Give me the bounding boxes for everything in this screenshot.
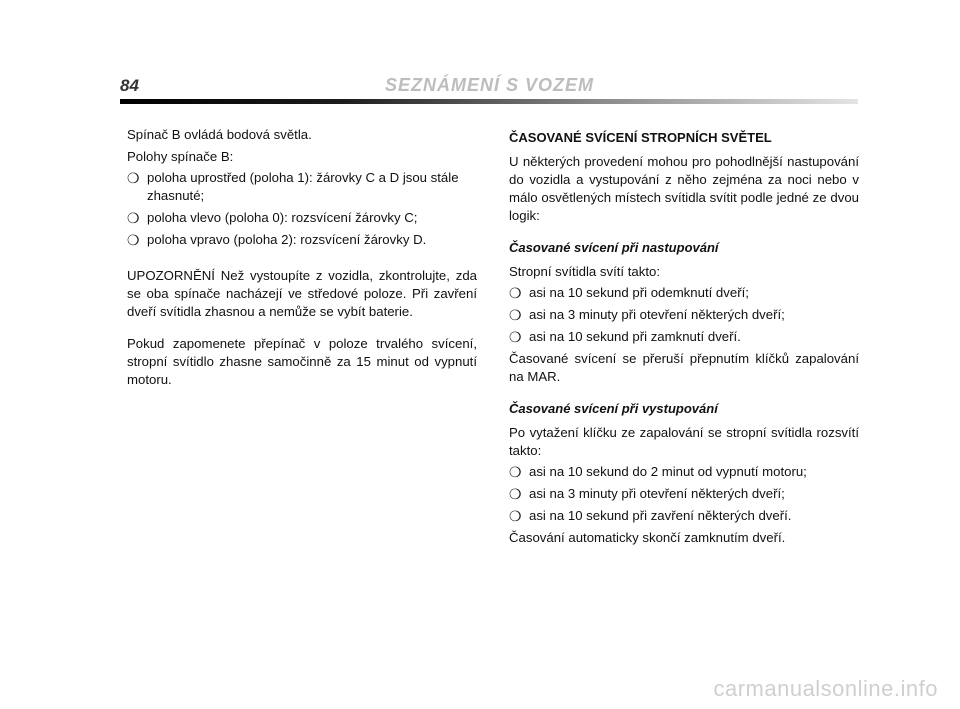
list-item-text: poloha vlevo (poloha 0): rozsvícení žárovky C; [147,210,418,225]
page-heading: SEZNÁMENÍ S VOZEM [385,75,595,95]
circle-bullet-icon: ❍ [127,210,140,226]
list-item [509,306,859,324]
header-rule [120,99,858,104]
positions-label: Polohy spínače B: [127,149,234,164]
intro-text: Spínač B ovládá bodová světla. [127,127,312,142]
list-item [509,328,859,346]
circle-bullet-icon: ❍ [509,464,522,480]
circle-bullet-icon: ❍ [127,232,140,248]
left-column [127,126,477,389]
exit-heading: Časované svícení při vystupování [509,401,718,416]
entry-end-text: Časované svícení se přeruší přepnutím klíčků zapalování na MAR. [509,351,859,384]
list-item [509,485,859,503]
circle-bullet-icon: ❍ [509,508,522,524]
list-item-text: asi na 3 minuty při otevření některých dveří; [529,307,785,322]
exit-lead: Po vytažení klíčku ze zapalování se stropní svítidla rozsvítí takto: [509,425,859,458]
entry-lead: Stropní svítidla svítí takto: [509,264,660,279]
list-item-text: poloha vpravo (poloha 2): rozsvícení žárovky D. [147,232,427,247]
list-item-text: asi na 10 sekund při zamknutí dveří. [529,329,741,344]
entry-list [509,284,859,346]
list-item [509,507,859,525]
list-item [127,169,477,205]
list-item-text: asi na 10 sekund při zavření některých dveří. [529,508,792,523]
circle-bullet-icon: ❍ [509,307,522,323]
list-item [127,209,477,227]
list-item-text: poloha uprostřed (poloha 1): žárovky C a D jsou stále zhasnuté; [147,170,459,203]
circle-bullet-icon: ❍ [509,285,522,301]
page-number: 84 [120,76,139,95]
list-item [509,284,859,302]
exit-list [509,463,859,525]
entry-heading: Časované svícení při nastupování [509,240,719,255]
warning-paragraph: UPOZORNĚNÍ Než vystoupíte z vozidla, zkontrolujte, zda se oba spínače nacházejí ve středové poloze. Při zavření dveří svítidla zhasnou a nemůže se vybít baterie. [127,268,477,319]
right-column [509,126,859,547]
watermark: carmanualsonline.info [713,676,938,701]
section-intro: U některých provedení mohou pro pohodlnější nastupování do vozidla a vystupování z něho zejména za noci nebo v málo osvětlených místech svítidla svítit podle jedné ze dvou logik: [509,154,859,223]
note-paragraph: Pokud zapomenete přepínač v poloze trvalého svícení, stropní svítidlo zhasne samočinně za 15 minut od vypnutí motoru. [127,336,477,387]
switch-positions-list [127,169,477,249]
list-item-text: asi na 10 sekund při odemknutí dveří; [529,285,749,300]
list-item [127,231,477,249]
list-item-text: asi na 10 sekund do 2 minut od vypnutí motoru; [529,464,807,479]
exit-end-text: Časování automaticky skončí zamknutím dveří. [509,530,786,545]
list-item [509,463,859,481]
list-item-text: asi na 3 minuty při otevření některých dveří; [529,486,785,501]
circle-bullet-icon: ❍ [127,170,140,186]
circle-bullet-icon: ❍ [509,329,522,345]
section-heading: ČASOVANÉ SVÍCENÍ STROPNÍCH SVĚTEL [509,130,772,145]
circle-bullet-icon: ❍ [509,486,522,502]
